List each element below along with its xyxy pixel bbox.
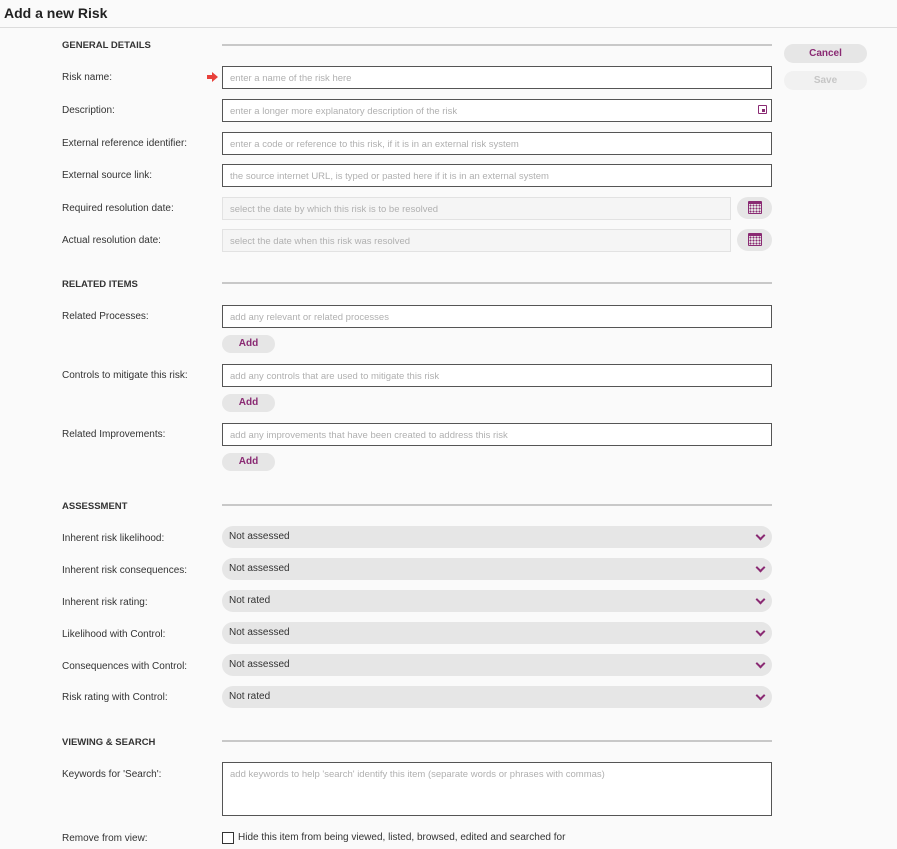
select-value: Not assessed (229, 627, 290, 638)
inherent-likelihood-label: Inherent risk likelihood: (62, 533, 165, 544)
chevron-down-icon (756, 659, 766, 669)
inherent-consequences-label: Inherent risk consequences: (62, 565, 188, 576)
likelihood-control-select[interactable] (222, 622, 772, 644)
related-improvements-input[interactable]: add any improvements that have been created to address this risk (222, 423, 772, 446)
description-placeholder: enter a longer more explanatory description of the risk (230, 106, 458, 117)
likelihood-control-label: Likelihood with Control: (62, 629, 166, 640)
keywords-textarea[interactable]: add keywords to help 'search' identify this item (separate words or phrases with commas) (222, 762, 772, 816)
section-title-viewing: VIEWING & SEARCH (62, 737, 156, 748)
external-link-input[interactable]: the source internet URL, is typed or pasted here if it is in an external system (222, 164, 772, 187)
cancel-button[interactable]: Cancel (784, 44, 867, 63)
select-value: Not assessed (229, 531, 290, 542)
chevron-down-icon (756, 691, 766, 701)
description-label: Description: (62, 105, 115, 116)
hide-item-checkbox-label[interactable]: Hide this item from being viewed, listed, browsed, edited and searched for (238, 832, 566, 843)
remove-from-view-label: Remove from view: (62, 833, 148, 844)
select-value: Not rated (229, 691, 271, 702)
related-processes-input[interactable]: add any relevant or related processes (222, 305, 772, 328)
related-processes-label: Related Processes: (62, 311, 149, 322)
external-ref-label: External reference identifier: (62, 138, 188, 149)
save-button[interactable]: Save (784, 71, 867, 90)
page-title: Add a new Risk (4, 5, 108, 21)
calendar-icon (748, 201, 762, 214)
section-title-general: GENERAL DETAILS (62, 40, 151, 51)
consequences-control-select[interactable] (222, 654, 772, 676)
hide-item-checkbox[interactable] (222, 832, 234, 844)
actual-date-input[interactable]: select the date when this risk was resolved (222, 229, 731, 252)
section-divider (222, 282, 772, 284)
section-title-related: RELATED ITEMS (62, 279, 138, 290)
required-arrow-icon (207, 72, 218, 82)
keywords-label: Keywords for 'Search': (62, 769, 162, 780)
required-date-label: Required resolution date: (62, 203, 174, 214)
inherent-likelihood-select[interactable] (222, 526, 772, 548)
external-ref-input[interactable]: enter a code or reference to this risk, if it is in an external risk system (222, 132, 772, 155)
section-title-assessment: ASSESSMENT (62, 501, 128, 512)
actual-date-label: Actual resolution date: (62, 235, 161, 246)
related-improvements-label: Related Improvements: (62, 429, 166, 440)
controls-input[interactable]: add any controls that are used to mitigate this risk (222, 364, 772, 387)
add-process-button[interactable]: Add (222, 335, 275, 353)
rating-control-select[interactable] (222, 686, 772, 708)
select-value: Not rated (229, 595, 271, 606)
chevron-down-icon (756, 563, 766, 573)
section-divider (222, 504, 772, 506)
calendar-icon (748, 233, 762, 246)
risk-name-label: Risk name: (62, 72, 113, 83)
add-control-button[interactable]: Add (222, 394, 275, 412)
chevron-down-icon (756, 627, 766, 637)
section-divider (222, 740, 772, 742)
select-value: Not assessed (229, 563, 290, 574)
chevron-down-icon (756, 531, 766, 541)
add-improvement-button[interactable]: Add (222, 453, 275, 471)
chevron-down-icon (756, 595, 766, 605)
select-value: Not assessed (229, 659, 290, 670)
required-date-calendar-button[interactable] (737, 197, 772, 219)
expand-icon[interactable] (758, 105, 767, 114)
controls-label: Controls to mitigate this risk: (62, 370, 188, 381)
required-date-input[interactable]: select the date by which this risk is to be resolved (222, 197, 731, 220)
description-input[interactable] (222, 99, 772, 122)
risk-name-input[interactable]: enter a name of the risk here (222, 66, 772, 89)
consequences-control-label: Consequences with Control: (62, 661, 188, 672)
inherent-rating-select[interactable] (222, 590, 772, 612)
actual-date-calendar-button[interactable] (737, 229, 772, 251)
title-bar (0, 0, 897, 28)
section-divider (222, 44, 772, 46)
rating-control-label: Risk rating with Control: (62, 692, 168, 703)
inherent-rating-label: Inherent risk rating: (62, 597, 148, 608)
external-link-label: External source link: (62, 170, 153, 181)
inherent-consequences-select[interactable] (222, 558, 772, 580)
